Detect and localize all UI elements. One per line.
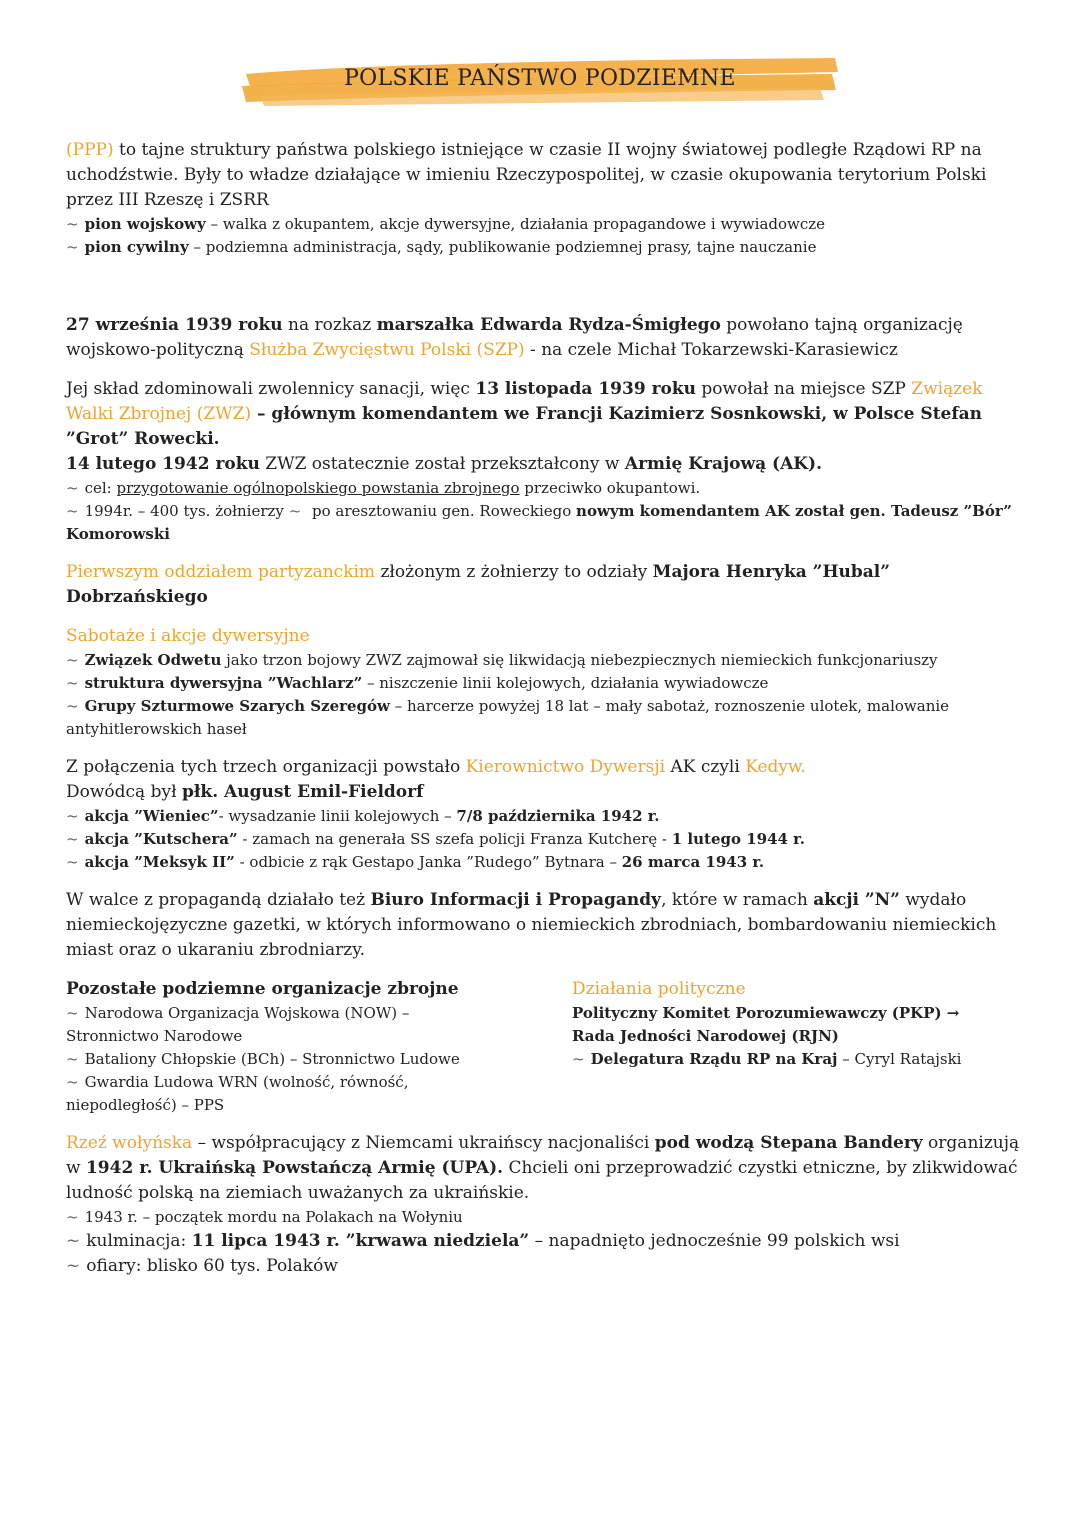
intro-bullet-civil: ~ pion cywilny – podziemna administracja, sądy, publikowanie podziemnej prasy, tajne nauczanie: [66, 238, 817, 256]
other-orgs-heading: Pozostałe podziemne organizacje zbrojne: [66, 979, 459, 999]
sabotage-item: ~ Związek Odwetu jako trzon bojowy ZWZ zajmował się likwidacją niebezpiecznych niemieckich funkcjonariuszy: [66, 651, 938, 669]
political-column: [572, 977, 1012, 1117]
ak-commander: ~ 1994r. – 400 tys. żołnierzy ~ po aresztowaniu gen. Roweckiego nowym komendantem AK został gen. Tadeusz ”Bór” Komorowski: [66, 502, 1012, 543]
list-item: ~ Narodowa Organizacja Wojskowa (NOW) – Stronnictwo Narodowe: [66, 1004, 410, 1045]
kedyw-action: ~ akcja ”Kutschera” - zamach na generała SS szefa policji Franza Kutcherę - 1 lutego 1944 r.: [66, 830, 805, 848]
kedyw-commander: Dowódcą był płk. August Emil-Fieldorf: [66, 782, 424, 802]
kedyw-paragraph: Z połączenia tych trzech organizacji powstało Kierownictwo Dywersji AK czyli Kedyw.: [66, 757, 806, 777]
ak-paragraph: 14 lutego 1942 roku ZWZ ostatecznie został przekształcony w Armię Krajową (AK).: [66, 454, 822, 474]
volhynia-item: ~ 1943 r. – początek mordu na Polakach na Wołyniu: [66, 1208, 463, 1226]
ak-goal: ~ cel: przygotowanie ogólnopolskiego powstania zbrojnego przeciwko okupantowi.: [66, 479, 701, 497]
bip-paragraph: W walce z propagandą działało też Biuro Informacji i Propagandy, które w ramach akcji ”N” wydało niemieckojęzyczne gazetki, w których informowano o niemieckich zbrodniach, bombardowaniu niemieckich miast oraz o ukaraniu zbrodniarzy.: [66, 890, 997, 960]
political-rjn: Rada Jedności Narodowej (RJN): [572, 1027, 839, 1045]
volhynia-item: ~ ofiary: blisko 60 tys. Polaków: [66, 1256, 338, 1276]
page-title: POLSKIE PAŃSTWO PODZIEMNE: [344, 66, 736, 91]
kedyw-action: ~ akcja ”Wieniec”- wysadzanie linii kolejowych – 7/8 października 1942 r.: [66, 807, 660, 825]
sabotage-item: ~ struktura dywersyjna ”Wachlarz” – niszczenie linii kolejowych, działania wywiadowcze: [66, 674, 769, 692]
document-body: [66, 138, 1026, 1279]
list-item: ~ Gwardia Ludowa WRN (wolność, równość, niepodległość) – PPS: [66, 1073, 409, 1114]
volhynia-item: ~ kulminacja: 11 lipca 1943 r. ”krwawa niedziela” – napadnięto jednocześnie 99 polskich wsi: [66, 1231, 900, 1251]
title-banner: [240, 52, 840, 108]
hubal-paragraph: Pierwszym oddziałem partyzanckim złożonym z żołnierzy to odziały Majora Henryka ”Hubal” Dobrzańskiego: [66, 562, 891, 607]
intro-paragraph: (PPP) to tajne struktury państwa polskiego istniejące w czasie II wojny światowej podległe Rządowi RP na uchodźstwie. Były to władze działające w imieniu Rzeczypospolitej, w czasie okupowania terytorium Polski przez III Rzeszę i ZSRR: [66, 140, 987, 210]
sabotage-item: ~ Grupy Szturmowe Szarych Szeregów – harcerze powyżej 18 lat – mały sabotaż, roznoszenie ulotek, malowanie antyhitlerowskich haseł: [66, 697, 950, 738]
other-orgs-column: [66, 977, 466, 1117]
two-column-section: [66, 977, 1026, 1117]
intro-bullet-military: ~ pion wojskowy – walka z okupantem, akcje dywersyjne, działania propagandowe i wywiadowcze: [66, 215, 826, 233]
list-item: ~ Bataliony Chłopskie (BCh) – Stronnictwo Ludowe: [66, 1050, 460, 1068]
political-heading: Działania polityczne: [572, 979, 746, 999]
political-pkp: Polityczny Komitet Porozumiewawczy (PKP) →: [572, 1004, 960, 1022]
kedyw-action: ~ akcja ”Meksyk II” - odbicie z rąk Gestapo Janka ”Rudego” Bytnara – 26 marca 1943 r.: [66, 853, 765, 871]
szp-paragraph: 27 września 1939 roku na rozkaz marszałka Edwarda Rydza-Śmigłego powołano tajną organizację wojskowo-polityczną Służba Zwycięstwu Polski (SZP) - na czele Michał Tokarzewski-Karasiewicz: [66, 315, 963, 360]
volhynia-paragraph: Rzeź wołyńska – współpracujący z Niemcami ukraińscy nacjonaliści pod wodzą Stepana Bandery organizują w 1942 r. Ukraińską Powstańczą Armię (UPA). Chcieli oni przeprowadzić czystki etniczne, by zlikwidować ludność polską na ziemiach uważanych za ukraińskie.: [66, 1133, 1020, 1203]
zwz-paragraph: Jej skład zdominowali zwolennicy sanacji, więc 13 listopada 1939 roku powołał na miejsce SZP Związek Walki Zbrojnej (ZWZ) – głównym komendantem we Francji Kazimierz Sosnkowski, w Polsce Stefan ”Grot” Rowecki.: [66, 379, 983, 449]
sabotage-heading: Sabotaże i akcje dywersyjne: [66, 626, 310, 646]
political-delegatura: ~ Delegatura Rządu RP na Kraj – Cyryl Ratajski: [572, 1050, 962, 1068]
